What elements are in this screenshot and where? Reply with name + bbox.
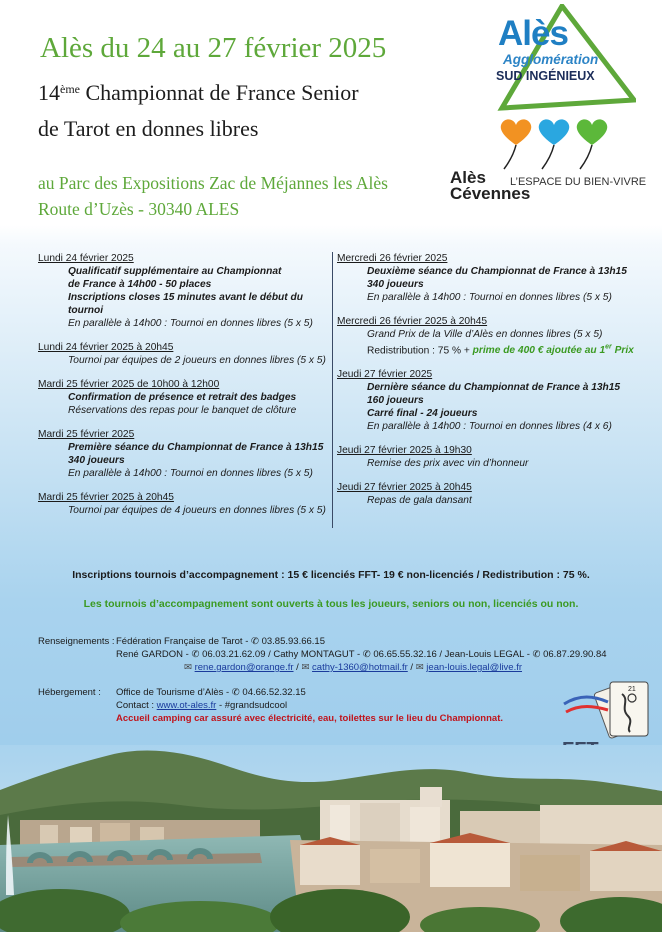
- prime-bonus: [473, 345, 634, 356]
- event-detail: de France à 14h00 - 50 places: [68, 279, 212, 290]
- cevennes-logo-ales: Alès: [450, 168, 486, 187]
- event-detail: En parallèle à 14h00 : Tournoi en donnes libres (4 x 6): [367, 421, 612, 433]
- envelope-icon: ✉: [184, 662, 195, 673]
- event-detail: Carré final - 24 joueurs: [367, 408, 478, 420]
- championship-title-line2: de Tarot en donnes libres: [38, 116, 259, 141]
- agglo-logo-agglomeration: Agglomération: [503, 52, 599, 67]
- venue-line2: Route d’Uzès - 30340 ALES: [38, 199, 240, 219]
- hearts-icon: [496, 115, 616, 175]
- hebergement-office: Office de Tourisme d’Alès - ✆ 04.66.52.32.15: [116, 687, 306, 698]
- renseignements-label: Renseignements :: [38, 636, 115, 647]
- schedule-event: [38, 378, 330, 417]
- event-detail: En parallèle à 14h00 : Tournoi en donnes libres (5 x 5): [367, 292, 612, 303]
- event-detail: 160 joueurs: [367, 395, 424, 407]
- cevennes-logo-tagline: L’ESPACE DU BIEN-VIVRE: [510, 176, 647, 188]
- grand-prix-redistribution: [337, 341, 637, 357]
- event-detail: Deuxième séance du Championnat de France à 13h15: [367, 266, 627, 277]
- schedule-left-column: [38, 252, 330, 528]
- prime-sup: er: [605, 344, 612, 351]
- event-detail: Inscriptions closes 15 minutes avant le début du tournoi: [68, 292, 303, 316]
- schedule-event: [337, 252, 637, 304]
- envelope-icon: ✉: [415, 662, 427, 673]
- redistribution-prefix: Redistribution : 75 % +: [367, 345, 473, 357]
- card-number: 21: [628, 686, 636, 693]
- schedule-right-column: [337, 252, 637, 518]
- schedule-event: [337, 368, 637, 433]
- ales-city-photo: [0, 745, 662, 932]
- email-link-jean-louis[interactable]: jean-louis.legal@live.fr: [426, 662, 523, 673]
- hebergement-contact: [116, 700, 287, 711]
- agglo-logo-ales: Alès: [498, 14, 568, 53]
- renseignements-emails: [184, 662, 522, 673]
- event-detail: Remise des prix avec vin d’honneur: [367, 458, 529, 470]
- email-link-cathy[interactable]: cathy-1360@hotmail.fr: [312, 662, 408, 673]
- event-date: Mercredi 26 février 2025: [337, 253, 448, 264]
- venue-line1: au Parc des Expositions Zac de Méjannes les Alès: [38, 173, 388, 193]
- championship-title-line1: [38, 80, 359, 106]
- email-separator: /: [296, 662, 299, 673]
- email-separator: /: [410, 662, 414, 673]
- open-tournaments-notice: Les tournois d’accompagnement sont ouverts à tous les joueurs, seniors ou non, licenciés ou non.: [83, 598, 579, 610]
- edition-suffix: ème: [60, 82, 80, 96]
- event-date: Lundi 24 février 2025 à 20h45: [38, 342, 174, 353]
- event-detail: 340 joueurs: [68, 455, 125, 466]
- event-detail: Confirmation de présence et retrait des badges: [68, 392, 297, 403]
- schedule-event: [38, 252, 330, 330]
- schedule-event: [337, 315, 637, 357]
- schedule-event: [38, 428, 330, 480]
- championship-name: Championnat de France Senior: [80, 80, 359, 105]
- event-date: Jeudi 27 février 2025 à 19h30: [337, 445, 472, 457]
- envelope-icon: ✉: [301, 662, 313, 673]
- event-detail: Tournoi par équipes de 2 joueurs en donnes libres (5 x 5): [68, 355, 326, 366]
- schedule-event: [337, 444, 637, 470]
- event-date: Mardi 25 février 2025: [38, 429, 135, 440]
- event-date: Mercredi 26 février 2025 à 20h45: [337, 316, 488, 327]
- prime-suffix: Prix: [611, 345, 634, 357]
- contact-hashtag: - #grandsudcool: [216, 700, 288, 711]
- cevennes-logo-cevennes: Cévennes: [450, 184, 531, 203]
- event-detail: Repas de gala dansant: [367, 495, 472, 507]
- schedule-event: [337, 481, 637, 507]
- event-detail: Dernière séance du Championnat de France à 13h15: [367, 382, 621, 394]
- event-detail: Réservations des repas pour le banquet de clôture: [68, 405, 297, 416]
- prime-text: prime de 400 € ajoutée au 1: [472, 345, 606, 357]
- schedule-event: [38, 341, 330, 367]
- schedule-event: [38, 491, 330, 517]
- event-date: Mardi 25 février 2025 de 10h00 à 12h00: [38, 379, 220, 390]
- camping-car-notice: Accueil camping car assuré avec électricité, eau, toilettes sur le lieu du Championnat.: [116, 713, 503, 724]
- event-date: Jeudi 27 février 2025: [337, 369, 433, 381]
- hebergement-label: Hébergement :: [38, 687, 101, 698]
- schedule-column-divider: [332, 252, 333, 528]
- event-date: Jeudi 27 février 2025 à 20h45: [337, 482, 472, 494]
- event-detail: En parallèle à 14h00 : Tournoi en donnes libres (5 x 5): [68, 318, 313, 329]
- renseignements-contacts: René GARDON - ✆ 06.03.21.62.09 / Cathy MONTAGUT - ✆ 06.65.55.32.16 / Jean-Louis LEGAL - ✆ 06.87.29.90.84: [116, 649, 607, 660]
- event-detail: Grand Prix de la Ville d’Alès en donnes libres (5 x 5): [367, 329, 603, 340]
- event-detail: Qualificatif supplémentaire au Championnat: [68, 266, 282, 277]
- event-date: Lundi 24 février 2025: [38, 253, 134, 264]
- event-date: Mardi 25 février 2025 à 20h45: [38, 492, 174, 503]
- contact-prefix: Contact :: [116, 700, 157, 711]
- event-detail: Tournoi par équipes de 4 joueurs en donnes libres (5 x 5): [68, 505, 326, 516]
- ot-ales-link[interactable]: www.ot-ales.fr: [156, 700, 217, 711]
- event-detail: Première séance du Championnat de France à 13h15: [68, 442, 324, 453]
- inscriptions-fees: Inscriptions tournois d’accompagnement : 15 € licenciés FFT- 19 € non-licenciés / Redistribution : 75 %.: [72, 569, 590, 581]
- agglo-logo-tagline: SUD INGÉNIEUX: [496, 69, 595, 83]
- event-detail: En parallèle à 14h00 : Tournoi en donnes libres (5 x 5): [68, 468, 313, 479]
- email-link-rene-gardon[interactable]: rene.gardon@orange.fr: [194, 662, 294, 673]
- event-detail: 340 joueurs: [367, 279, 424, 290]
- edition-number: 14: [38, 80, 60, 105]
- event-title: Alès du 24 au 27 février 2025: [40, 32, 387, 64]
- renseignements-fft: Fédération Française de Tarot - ✆ 03.85.93.66.15: [116, 636, 325, 647]
